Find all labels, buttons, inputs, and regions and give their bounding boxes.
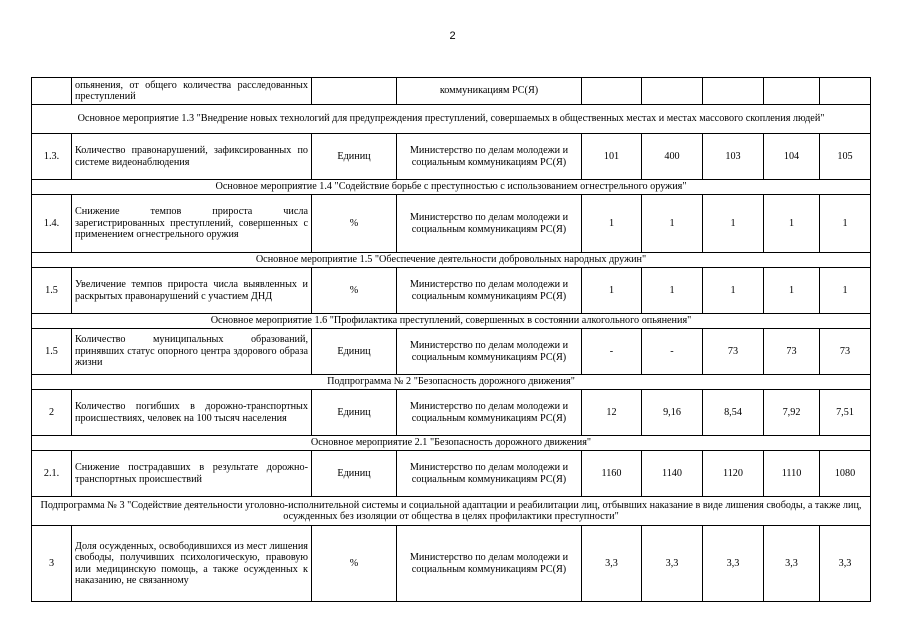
section-header: Основное мероприятие 1.4 "Содействие борьбе с преступностью с использованием огнестрельного оружия" bbox=[32, 180, 871, 195]
value-cell: 1110 bbox=[764, 451, 820, 497]
section-header: Подпрограмма № 2 "Безопасность дорожного движения" bbox=[32, 375, 871, 390]
table-row bbox=[32, 268, 871, 314]
indicator-name: Увеличение темпов прироста числа выявленных и раскрытых правонарушений с участием ДНД bbox=[72, 268, 312, 314]
unit-cell: % bbox=[312, 526, 397, 602]
table-row bbox=[32, 451, 871, 497]
section-header: Основное мероприятие 1.5 "Обеспечение деятельности добровольных народных дружин" bbox=[32, 253, 871, 268]
value-cell: 105 bbox=[820, 134, 871, 180]
row-number: 2.1. bbox=[32, 451, 72, 497]
unit-cell: % bbox=[312, 268, 397, 314]
value-cell: 1 bbox=[703, 195, 764, 253]
value-cell: 1 bbox=[642, 268, 703, 314]
section-header: Основное мероприятие 1.6 "Профилактика преступлений, совершенных в состоянии алкогольного опьянения" bbox=[32, 314, 871, 329]
indicator-name: Количество муниципальных образований, принявших статус опорного центра здорового образа жизни bbox=[72, 329, 312, 375]
row-number: 3 bbox=[32, 526, 72, 602]
section-header: Подпрограмма № 3 "Содействие деятельности уголовно-исполнительной системы и социальной адаптации и реабилитации лиц, отбывших наказание в виде лишения свободы, а также лиц, осужденных без изоляции от общества в целях профилактики преступности" bbox=[32, 497, 871, 526]
indicator-name: Количество погибших в дорожно-транспортных происшествиях, человек на 100 тысяч населения bbox=[72, 390, 312, 436]
value-cell: 1160 bbox=[582, 451, 642, 497]
value-cell: 7,51 bbox=[820, 390, 871, 436]
responsible-cell: Министерство по делам молодежи и социальным коммуникациям РС(Я) bbox=[397, 195, 582, 253]
indicator-name: опьянения, от общего количества расследованных преступлений bbox=[72, 78, 312, 105]
value-cell: 104 bbox=[764, 134, 820, 180]
section-header-row bbox=[32, 436, 871, 451]
value-cell: 7,92 bbox=[764, 390, 820, 436]
unit-cell: Единиц bbox=[312, 390, 397, 436]
table-row bbox=[32, 390, 871, 436]
responsible-cell: Министерство по делам молодежи и социальным коммуникациям РС(Я) bbox=[397, 451, 582, 497]
responsible-cell: коммуникациям РС(Я) bbox=[397, 78, 582, 105]
row-number: 1.3. bbox=[32, 134, 72, 180]
row-number: 1.5 bbox=[32, 268, 72, 314]
unit-cell bbox=[312, 78, 397, 105]
value-cell bbox=[764, 78, 820, 105]
value-cell: 3,3 bbox=[703, 526, 764, 602]
indicator-name: Снижение пострадавших в результате дорожно-транспортных происшествий bbox=[72, 451, 312, 497]
value-cell: 103 bbox=[703, 134, 764, 180]
section-header: Основное мероприятие 1.3 "Внедрение новых технологий для предупреждения преступлений, совершаемых в общественных местах и местах массового скопления людей" bbox=[32, 105, 871, 134]
value-cell: 12 bbox=[582, 390, 642, 436]
value-cell: 1 bbox=[820, 195, 871, 253]
indicator-name: Снижение темпов прироста числа зарегистрированных преступлений, совершенных с применением огнестрельного оружия bbox=[72, 195, 312, 253]
value-cell: 1 bbox=[703, 268, 764, 314]
table-row bbox=[32, 78, 871, 105]
responsible-cell: Министерство по делам молодежи и социальным коммуникациям РС(Я) bbox=[397, 268, 582, 314]
value-cell: 1140 bbox=[642, 451, 703, 497]
value-cell: 3,3 bbox=[820, 526, 871, 602]
table-row bbox=[32, 526, 871, 602]
responsible-cell: Министерство по делам молодежи и социальным коммуникациям РС(Я) bbox=[397, 390, 582, 436]
unit-cell: Единиц bbox=[312, 329, 397, 375]
value-cell: 8,54 bbox=[703, 390, 764, 436]
value-cell: 1 bbox=[582, 268, 642, 314]
row-number: 1.5 bbox=[32, 329, 72, 375]
row-number: 2 bbox=[32, 390, 72, 436]
unit-cell: % bbox=[312, 195, 397, 253]
value-cell: - bbox=[582, 329, 642, 375]
unit-cell: Единиц bbox=[312, 134, 397, 180]
table-row bbox=[32, 195, 871, 253]
section-header: Основное мероприятие 2.1 "Безопасность дорожного движения" bbox=[32, 436, 871, 451]
value-cell bbox=[820, 78, 871, 105]
value-cell: 73 bbox=[703, 329, 764, 375]
value-cell: 1 bbox=[820, 268, 871, 314]
value-cell: 3,3 bbox=[642, 526, 703, 602]
page-number: 2 bbox=[449, 30, 456, 42]
value-cell: 9,16 bbox=[642, 390, 703, 436]
table-row bbox=[32, 329, 871, 375]
value-cell: 400 bbox=[642, 134, 703, 180]
indicators-table bbox=[31, 77, 871, 602]
value-cell bbox=[642, 78, 703, 105]
section-header-row bbox=[32, 180, 871, 195]
value-cell: 1 bbox=[764, 268, 820, 314]
value-cell: 73 bbox=[764, 329, 820, 375]
unit-cell: Единиц bbox=[312, 451, 397, 497]
value-cell: 3,3 bbox=[582, 526, 642, 602]
value-cell: 1 bbox=[582, 195, 642, 253]
indicator-name: Количество правонарушений, зафиксированных по системе видеонаблюдения bbox=[72, 134, 312, 180]
section-header-row bbox=[32, 314, 871, 329]
value-cell: 73 bbox=[820, 329, 871, 375]
row-number bbox=[32, 78, 72, 105]
value-cell: 1080 bbox=[820, 451, 871, 497]
section-header-row bbox=[32, 253, 871, 268]
table-row bbox=[32, 134, 871, 180]
value-cell bbox=[582, 78, 642, 105]
value-cell: 1120 bbox=[703, 451, 764, 497]
responsible-cell: Министерство по делам молодежи и социальным коммуникациям РС(Я) bbox=[397, 329, 582, 375]
value-cell: 1 bbox=[764, 195, 820, 253]
indicator-name: Доля осужденных, освободившихся из мест лишения свободы, получивших психологическую, правовую или медицинскую помощь, а также осужденных к наказанию, не связанному bbox=[72, 526, 312, 602]
value-cell: 101 bbox=[582, 134, 642, 180]
value-cell: - bbox=[642, 329, 703, 375]
value-cell bbox=[703, 78, 764, 105]
value-cell: 3,3 bbox=[764, 526, 820, 602]
value-cell: 1 bbox=[642, 195, 703, 253]
section-header-row bbox=[32, 105, 871, 134]
section-header-row bbox=[32, 497, 871, 526]
responsible-cell: Министерство по делам молодежи и социальным коммуникациям РС(Я) bbox=[397, 526, 582, 602]
row-number: 1.4. bbox=[32, 195, 72, 253]
section-header-row bbox=[32, 375, 871, 390]
responsible-cell: Министерство по делам молодежи и социальным коммуникациям РС(Я) bbox=[397, 134, 582, 180]
